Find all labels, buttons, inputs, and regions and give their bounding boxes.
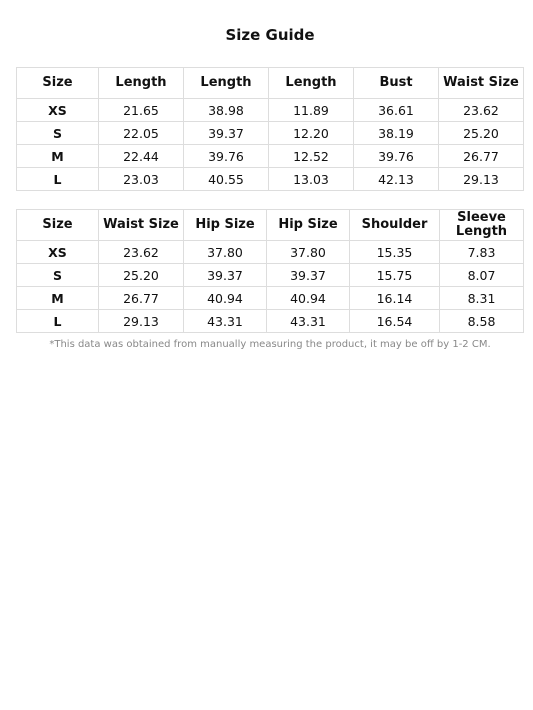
table-cell: 12.20 [269,122,354,145]
size-cell: L [17,168,99,191]
table-cell: 16.54 [350,310,440,333]
table-cell: 15.35 [350,241,440,264]
table-cell: 39.37 [267,264,350,287]
table-row [17,310,524,333]
table-cell: 22.44 [99,145,184,168]
column-header: Size [17,68,99,99]
size-cell: M [17,145,99,168]
table-cell: 29.13 [439,168,524,191]
column-header: Size [17,210,99,241]
size-cell: XS [17,241,99,264]
table-row [17,287,524,310]
column-header: Bust [354,68,439,99]
table-cell: 39.37 [184,264,267,287]
column-header: Hip Size [267,210,350,241]
table-cell: 8.58 [440,310,524,333]
table-row [17,264,524,287]
table-cell: 12.52 [269,145,354,168]
table-row [17,145,524,168]
table-cell: 25.20 [99,264,184,287]
column-header: Length [184,68,269,99]
table-cell: 23.62 [439,99,524,122]
page-title: Size Guide [225,26,315,44]
table-cell: 40.55 [184,168,269,191]
table-cell: 40.94 [267,287,350,310]
measurement-note: *This data was obtained from manually measuring the product, it may be off by 1-2 CM. [49,339,491,350]
table-cell: 26.77 [99,287,184,310]
column-header: Waist Size [439,68,524,99]
table-cell: 15.75 [350,264,440,287]
table-cell: 7.83 [440,241,524,264]
table-cell: 23.62 [99,241,184,264]
table-cell: 29.13 [99,310,184,333]
table-cell: 26.77 [439,145,524,168]
table-cell: 16.14 [350,287,440,310]
column-header: Waist Size [99,210,184,241]
table-row [17,168,524,191]
table-cell: 11.89 [269,99,354,122]
size-table-2 [16,209,524,333]
table-cell: 38.19 [354,122,439,145]
table-cell: 37.80 [267,241,350,264]
table-cell: 13.03 [269,168,354,191]
table-cell: 23.03 [99,168,184,191]
table-cell: 8.07 [440,264,524,287]
table-header-row [17,210,524,241]
table-cell: 25.20 [439,122,524,145]
table-row [17,122,524,145]
table-cell: 39.76 [354,145,439,168]
column-header: Sleeve Length [440,210,524,241]
table-header-row [17,68,524,99]
table-cell: 43.31 [267,310,350,333]
table-cell: 21.65 [99,99,184,122]
column-header: Hip Size [184,210,267,241]
size-cell: S [17,264,99,287]
size-cell: M [17,287,99,310]
table-cell: 37.80 [184,241,267,264]
table-cell: 40.94 [184,287,267,310]
size-cell: XS [17,99,99,122]
table-cell: 42.13 [354,168,439,191]
table-cell: 38.98 [184,99,269,122]
table-cell: 39.37 [184,122,269,145]
column-header: Shoulder [350,210,440,241]
table-row [17,241,524,264]
table-cell: 43.31 [184,310,267,333]
size-cell: S [17,122,99,145]
table-cell: 22.05 [99,122,184,145]
column-header: Length [99,68,184,99]
size-table-1 [16,67,524,191]
size-cell: L [17,310,99,333]
table-cell: 8.31 [440,287,524,310]
table-cell: 36.61 [354,99,439,122]
column-header: Length [269,68,354,99]
table-cell: 39.76 [184,145,269,168]
table-row [17,99,524,122]
